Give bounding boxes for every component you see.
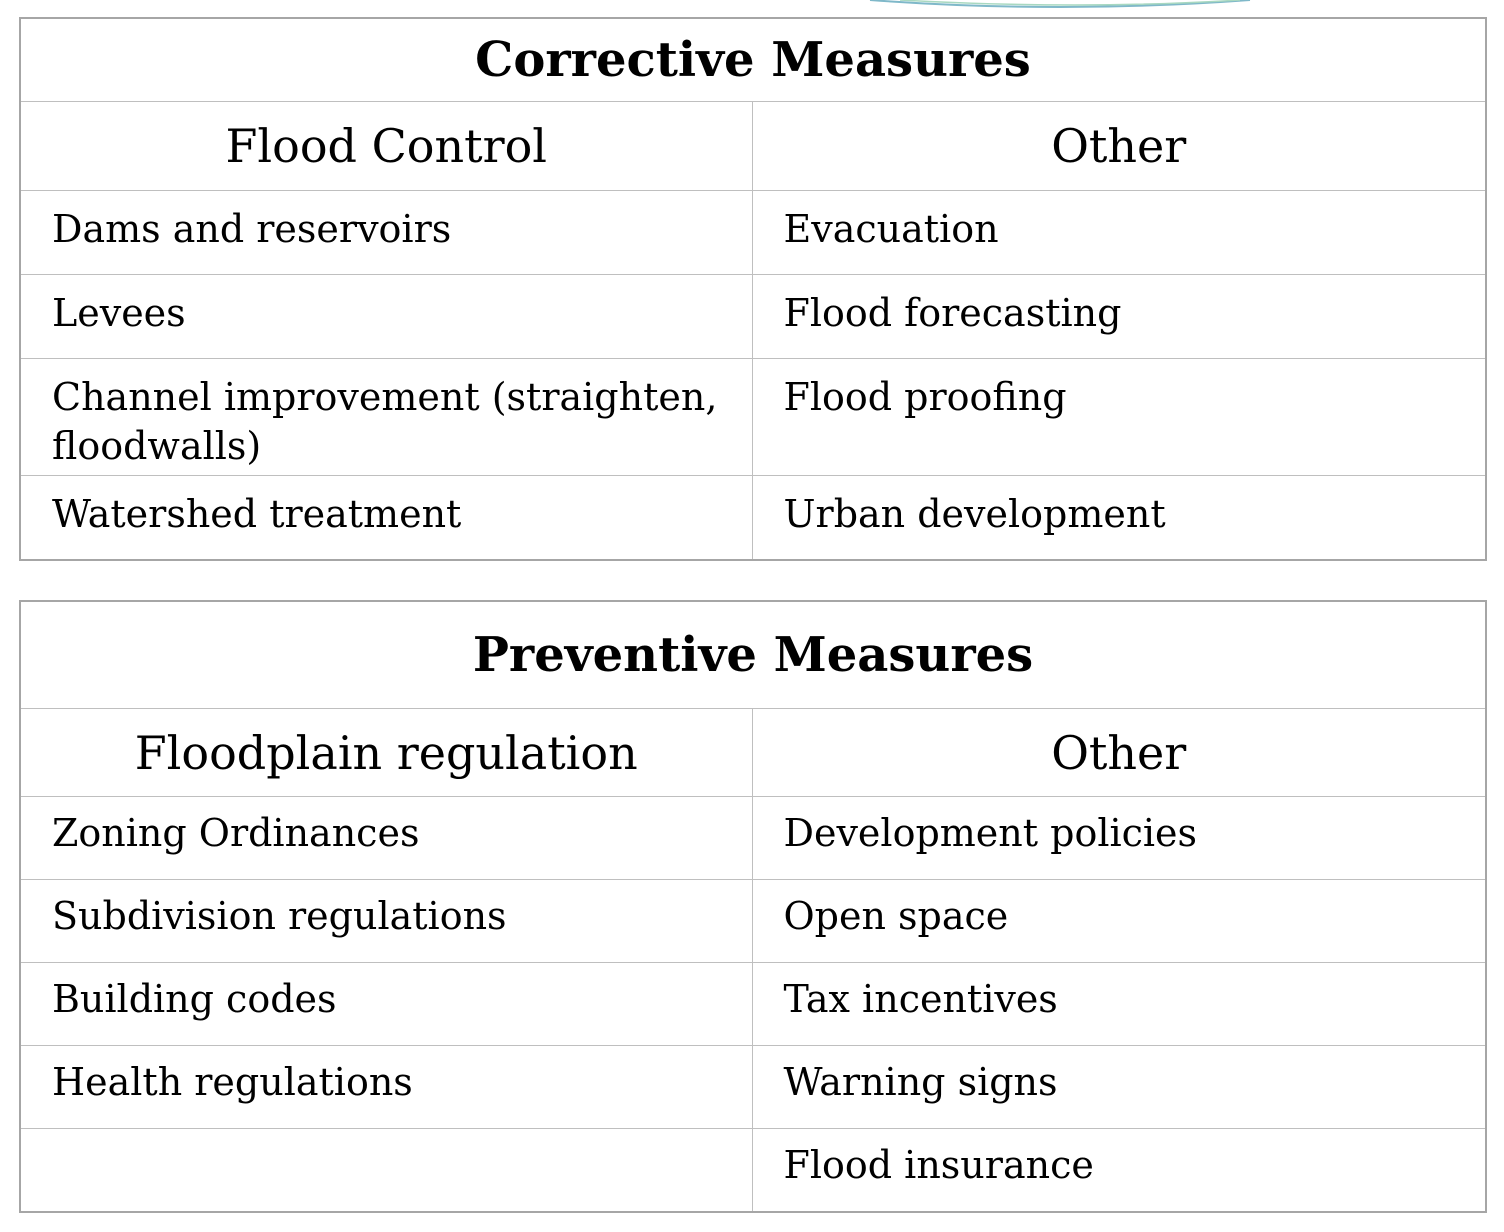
table-cell: Levees xyxy=(20,275,752,359)
table-row xyxy=(20,191,1486,275)
table-cell: Flood proofing xyxy=(752,359,1486,476)
table-row xyxy=(20,476,1486,560)
table-cell: Subdivision regulations xyxy=(20,880,752,963)
preventive-measures-table xyxy=(19,600,1487,1213)
column-header-other: Other xyxy=(752,102,1486,191)
preventive-measures-title: Preventive Measures xyxy=(20,601,1486,709)
column-header-floodplain-regulation: Floodplain regulation xyxy=(20,709,752,797)
table-cell: Tax incentives xyxy=(752,963,1486,1046)
table-cell: Flood forecasting xyxy=(752,275,1486,359)
table-title-row xyxy=(20,18,1486,102)
table-row xyxy=(20,275,1486,359)
table-cell: Dams and reservoirs xyxy=(20,191,752,275)
table-row xyxy=(20,1129,1486,1212)
table-cell: Urban development xyxy=(752,476,1486,560)
table-cell: Health regulations xyxy=(20,1046,752,1129)
table-cell: Open space xyxy=(752,880,1486,963)
table-cell: Evacuation xyxy=(752,191,1486,275)
table-row xyxy=(20,963,1486,1046)
table-header-row xyxy=(20,709,1486,797)
corrective-measures-title: Corrective Measures xyxy=(20,18,1486,102)
table-row xyxy=(20,359,1486,476)
table-cell: Channel improvement (straighten, floodwalls) xyxy=(20,359,752,476)
table-row xyxy=(20,797,1486,880)
table-row xyxy=(20,1046,1486,1129)
table-cell: Building codes xyxy=(20,963,752,1046)
table-row xyxy=(20,880,1486,963)
table-header-row xyxy=(20,102,1486,191)
table-title-row xyxy=(20,601,1486,709)
table-cell: Zoning Ordinances xyxy=(20,797,752,880)
table-cell-empty xyxy=(20,1129,752,1212)
column-header-other: Other xyxy=(752,709,1486,797)
corrective-measures-table xyxy=(19,17,1487,561)
table-cell: Flood insurance xyxy=(752,1129,1486,1212)
table-cell: Development policies xyxy=(752,797,1486,880)
table-cell: Warning signs xyxy=(752,1046,1486,1129)
column-header-flood-control: Flood Control xyxy=(20,102,752,191)
table-cell: Watershed treatment xyxy=(20,476,752,560)
